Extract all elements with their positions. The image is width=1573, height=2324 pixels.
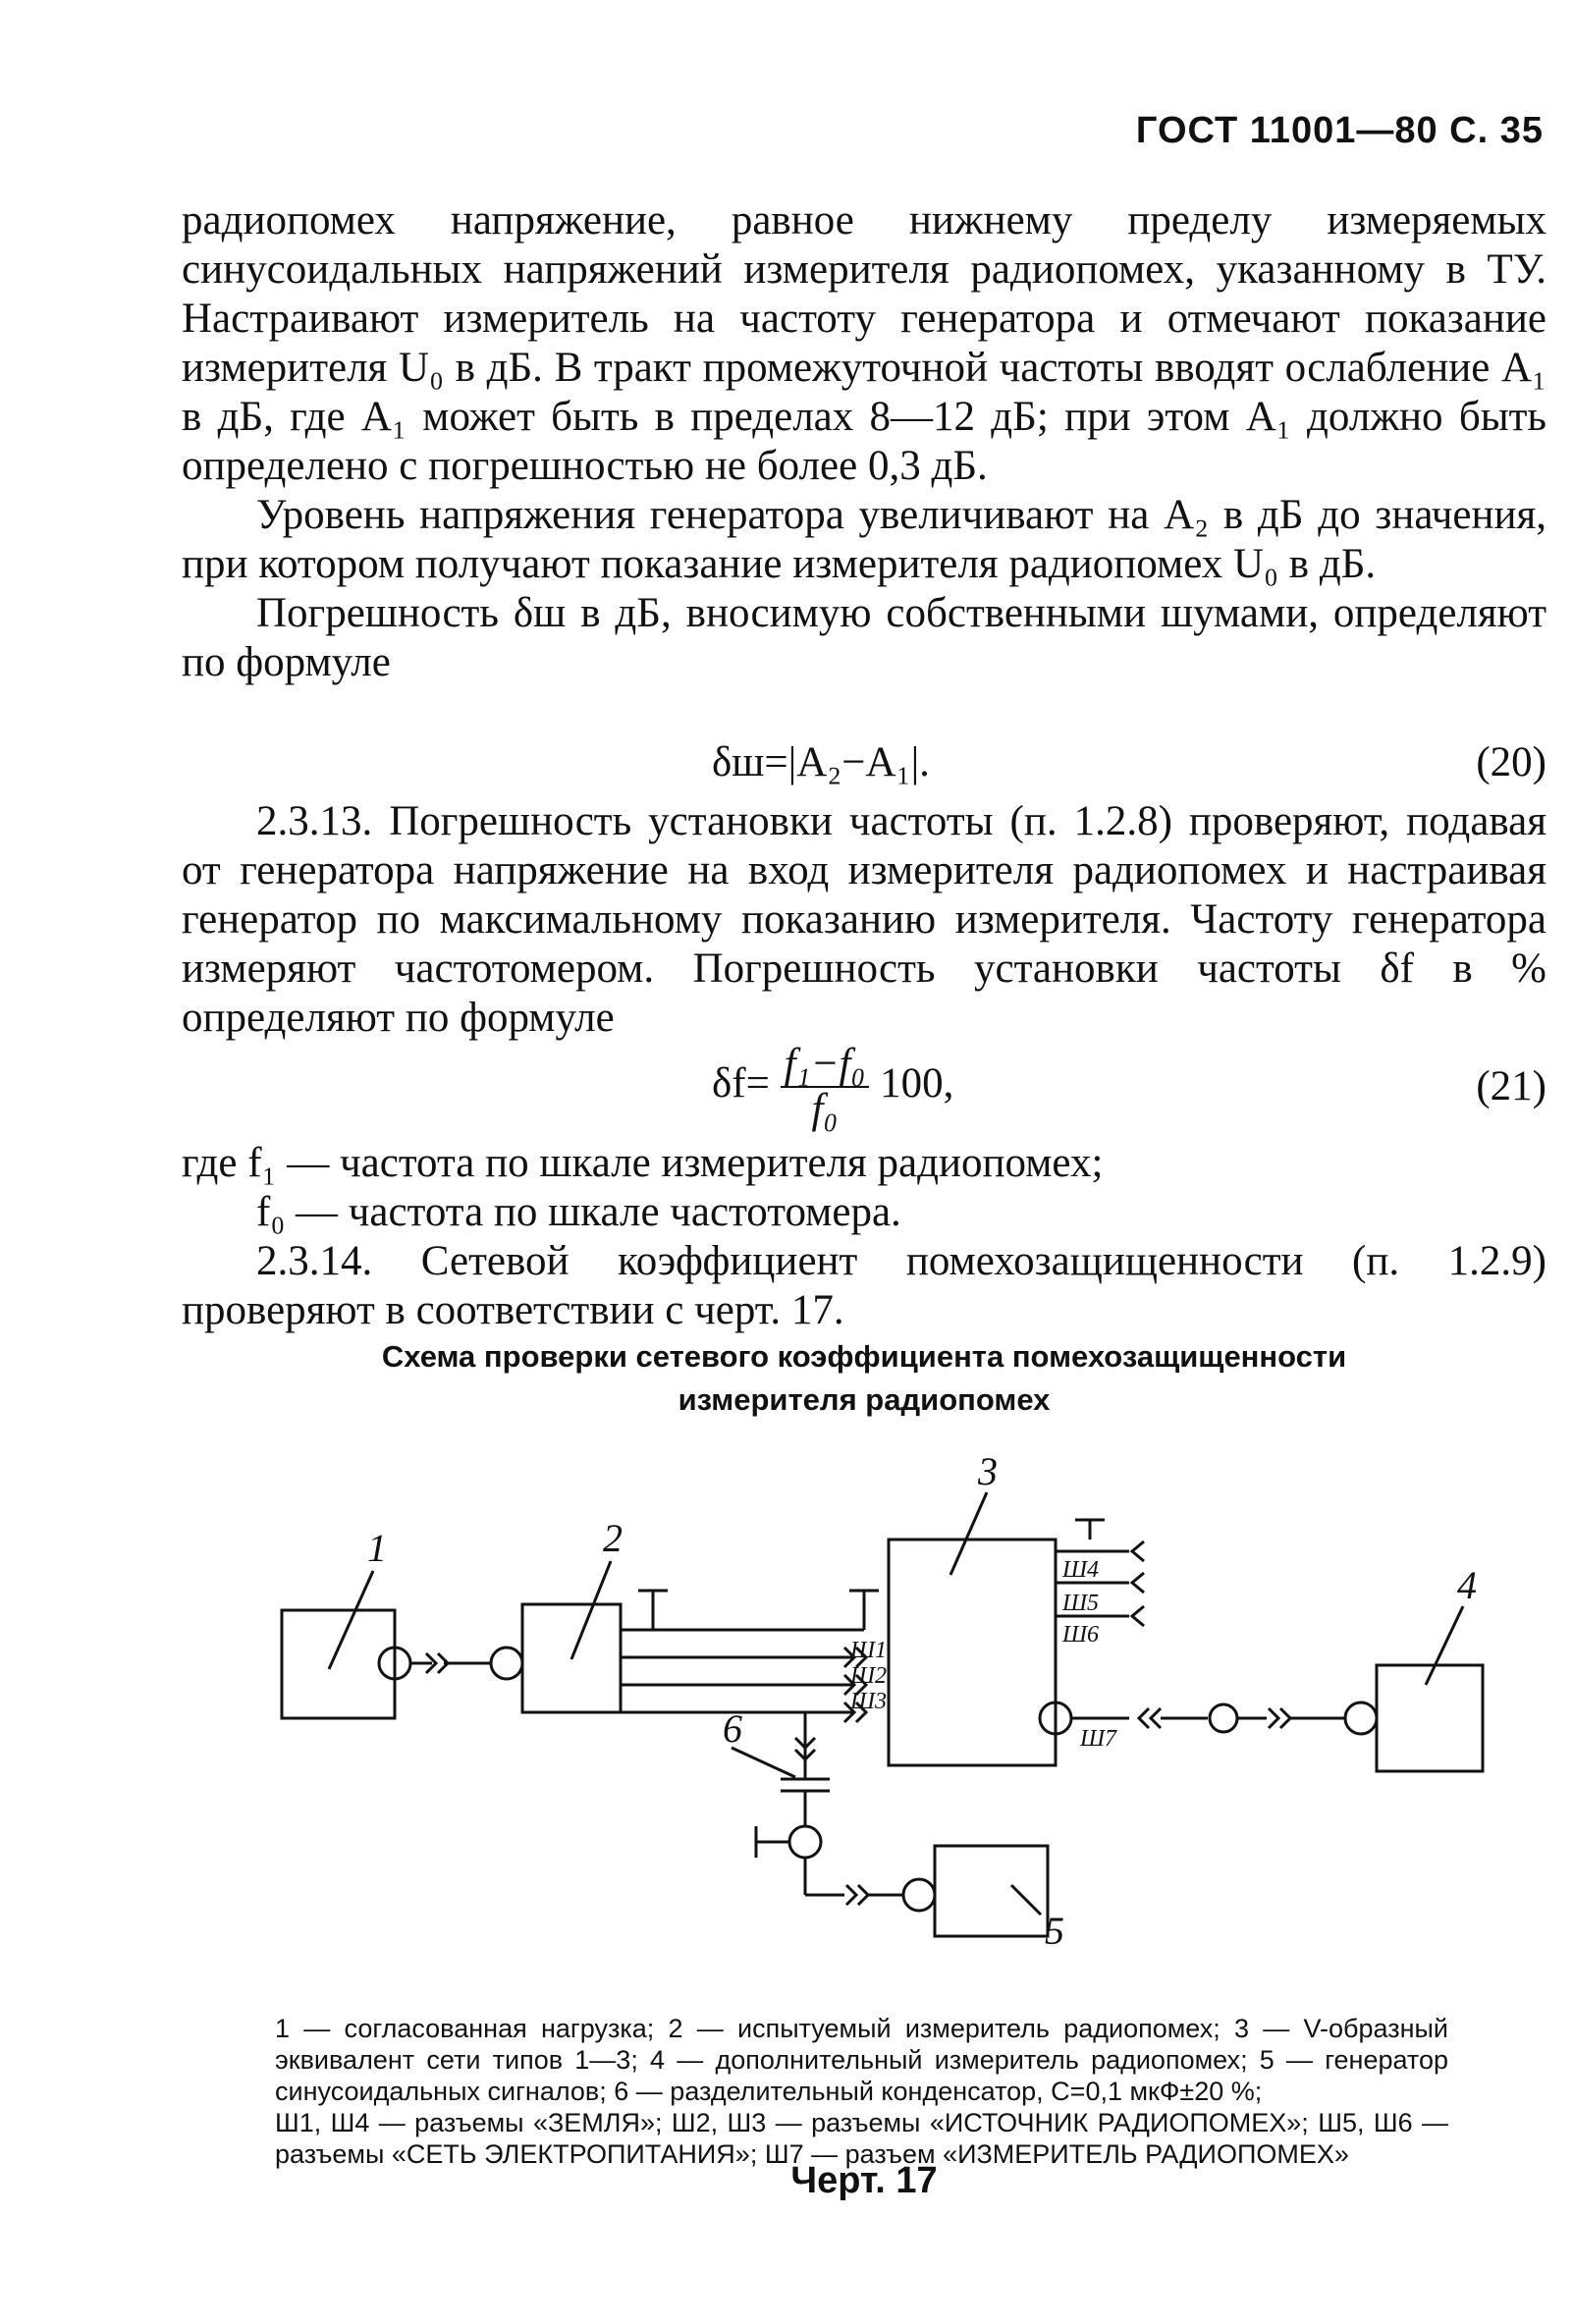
connector-arrow-gen — [846, 1885, 868, 1905]
block-5-connector — [903, 1879, 935, 1911]
formula-21-lhs: δf= — [712, 1059, 770, 1107]
caption-legend-blocks: 1 — согласованная нагрузка; 2 — испытуемый измеритель радиопомех; 3 — V-образный эквивалент сети типов 1—3; 4 — дополнительный измеритель радиопомех; 5 — генератор синусоидальных сигналов; 6 — разделительный конденсатор, C=0,1 мкФ±20 %; — [275, 2014, 1448, 2106]
leader-3 — [950, 1492, 987, 1575]
label-5: 5 — [1045, 1909, 1064, 1953]
label-1: 1 — [367, 1526, 387, 1570]
leader-4 — [1426, 1606, 1463, 1685]
label-sh4: Ш4 — [1062, 1557, 1100, 1583]
paragraph-2314: 2.3.14. Сетевой коэффициент помехозащищенности (п. 1.2.9) проверяют в соответствии с черт. 17. — [182, 1238, 1546, 1333]
leader-2 — [571, 1561, 611, 1659]
label-sh7: Ш7 — [1080, 1726, 1117, 1752]
figure-title-line-1: Схема проверки сетевого коэффициента помехозащищенности — [381, 1339, 1347, 1374]
figure-caption — [275, 2013, 1448, 2170]
formula-20-expression: δш=|A₂−A₁|. — [712, 739, 930, 785]
paragraph-2313: 2.3.13. Погрешность установки частоты (п. 1.2.8) проверяют, подавая от генератора напряжение на вход измерителя радиопомех и настраивая генератор по максимальному показанию измерителя. Частоту генератора измеряют частотомером. Погрешность установки частоты δf в % определяют по формуле — [182, 798, 1546, 1041]
where-line-f1: где f₁ — частота по шкале измерителя радиопомех; — [182, 1140, 1104, 1186]
formula-21-rhs: 100, — [880, 1059, 954, 1107]
block-2-connector — [491, 1648, 522, 1679]
connector-arrows-sh4-sh6 — [1132, 1541, 1144, 1626]
label-sh6: Ш6 — [1062, 1622, 1100, 1648]
label-2: 2 — [603, 1516, 623, 1560]
formula-21-denominator: f₀ — [811, 1086, 839, 1132]
paragraph-noise-error: Погрешность δш в дБ, вносимую собственными шумами, определяют по формуле — [182, 590, 1546, 685]
connector-arrow-sh7-right — [1269, 1708, 1290, 1728]
formula-21-number: (21) — [1476, 1063, 1546, 1109]
label-sh3: Ш3 — [850, 1689, 888, 1714]
block-4-connector — [1345, 1702, 1377, 1734]
label-6: 6 — [723, 1706, 742, 1751]
paragraph-generator-level: Уровень напряжения генератора увеличивают на A₂ в дБ до значения, при котором получают показание измерителя радиопомех U₀ в дБ. — [182, 492, 1546, 587]
block-5-input-connector — [789, 1826, 821, 1858]
formula-21-numerator: f₁−f₀ — [781, 1043, 870, 1088]
label-3: 3 — [978, 1449, 998, 1493]
label-sh5: Ш5 — [1062, 1591, 1100, 1616]
where-line-f0: f₀ — частота по шкале частотомера. — [256, 1189, 901, 1235]
leader-5 — [1011, 1885, 1041, 1915]
adapter-connector — [1210, 1704, 1237, 1732]
figure-label: Черт. 17 — [790, 2160, 938, 2201]
block-3-v-network — [889, 1540, 1056, 1765]
label-4: 4 — [1457, 1563, 1477, 1607]
label-sh1: Ш1 — [850, 1638, 888, 1663]
block-4-extra-meter — [1377, 1665, 1483, 1771]
figure-title-line-2: измерителя радиопомех — [678, 1382, 1051, 1417]
formula-20-number: (20) — [1476, 739, 1546, 785]
label-sh2: Ш2 — [850, 1663, 888, 1689]
paragraph-continuation: радиопомех напряжение, равное нижнему пределу измеряемых синусоидальных напряжений измерителя радиопомех, указанному в ТУ. Настраивают измеритель на частоту генератора и отмечают показание измерителя U₀ в дБ. В тракт промежуточной частоты вводят ослабление A₁ в дБ, где A₁ может быть в пределах 8—12 дБ; при этом A₁ должно быть определено с погрешностью не более 0,3 дБ. — [182, 197, 1546, 489]
leader-6 — [732, 1748, 795, 1777]
block-5-generator — [935, 1846, 1048, 1936]
page-header: ГОСТ 11001—80 С. 35 — [1135, 110, 1544, 151]
connector-arrow-sh7-left — [1139, 1708, 1161, 1728]
leader-1 — [329, 1571, 373, 1669]
caption-legend-connectors: Ш1, Ш4 — разъемы «ЗЕМЛЯ»; Ш2, Ш3 — разъемы «ИСТОЧНИК РАДИОПОМЕХ»; Ш5, Ш6 — разъемы «СЕТЬ ЭЛЕКТРОПИТАНИЯ»; Ш7 — разъем «ИЗМЕРИТЕЛЬ РАДИОПОМЕХ» — [275, 2108, 1448, 2169]
